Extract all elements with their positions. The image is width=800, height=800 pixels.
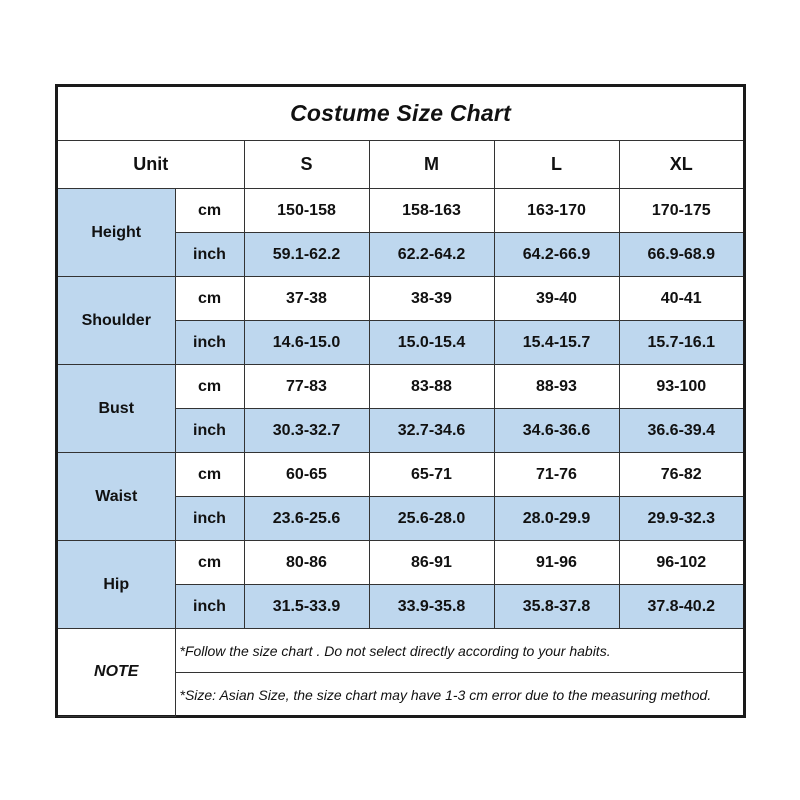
- note-label: NOTE: [58, 629, 175, 717]
- shoulder-cm-s-cell: 37-38: [244, 277, 369, 321]
- unit-label: inch: [175, 497, 244, 541]
- waist-cm-l-cell: 71-76: [494, 453, 619, 497]
- hip-inch-m-cell: 33.9-35.8: [369, 585, 494, 629]
- height-cm-row: [58, 189, 743, 233]
- bust-cm-s-cell: 77-83: [244, 365, 369, 409]
- hip-inch-s-cell: 31.5-33.9: [244, 585, 369, 629]
- unit-label: inch: [175, 321, 244, 365]
- chart-title: Costume Size Chart: [58, 87, 743, 141]
- unit-label: cm: [175, 365, 244, 409]
- shoulder-cm-l-cell: 39-40: [494, 277, 619, 321]
- note-text: *Follow the size chart . Do not select directly according to your habits.: [175, 629, 743, 673]
- size-header-m: M: [369, 141, 494, 189]
- waist-cm-row: [58, 453, 743, 497]
- bust-cm-xl-cell: 93-100: [619, 365, 743, 409]
- height-inch-xl-cell: 66.9-68.9: [619, 233, 743, 277]
- height-cm-s-cell: 150-158: [244, 189, 369, 233]
- waist-cm-m-cell: 65-71: [369, 453, 494, 497]
- height-cm-xl-cell: 170-175: [619, 189, 743, 233]
- size-chart: [55, 84, 746, 718]
- bust-cm-row: [58, 365, 743, 409]
- waist-cm-s-cell: 60-65: [244, 453, 369, 497]
- height-inch-m-cell: 62.2-64.2: [369, 233, 494, 277]
- unit-label: cm: [175, 453, 244, 497]
- unit-label: cm: [175, 541, 244, 585]
- shoulder-inch-l-cell: 15.4-15.7: [494, 321, 619, 365]
- measurement-label-bust: Bust: [58, 365, 175, 453]
- shoulder-inch-xl-cell: 15.7-16.1: [619, 321, 743, 365]
- height-inch-l-cell: 64.2-66.9: [494, 233, 619, 277]
- hip-cm-xl-cell: 96-102: [619, 541, 743, 585]
- hip-inch-l-cell: 35.8-37.8: [494, 585, 619, 629]
- hip-cm-s-cell: 80-86: [244, 541, 369, 585]
- height-cm-m-cell: 158-163: [369, 189, 494, 233]
- unit-label: cm: [175, 189, 244, 233]
- bust-cm-l-cell: 88-93: [494, 365, 619, 409]
- note-text: *Size: Asian Size, the size chart may have 1-3 cm error due to the measuring method.: [175, 673, 743, 717]
- note-row: [58, 629, 743, 673]
- measurement-label-shoulder: Shoulder: [58, 277, 175, 365]
- header-row: [58, 141, 743, 189]
- size-header-s: S: [244, 141, 369, 189]
- measurement-label-hip: Hip: [58, 541, 175, 629]
- bust-inch-m-cell: 32.7-34.6: [369, 409, 494, 453]
- unit-label: cm: [175, 277, 244, 321]
- bust-cm-m-cell: 83-88: [369, 365, 494, 409]
- bust-inch-xl-cell: 36.6-39.4: [619, 409, 743, 453]
- size-header-xl: XL: [619, 141, 743, 189]
- hip-cm-m-cell: 86-91: [369, 541, 494, 585]
- hip-inch-xl-cell: 37.8-40.2: [619, 585, 743, 629]
- measurement-label-waist: Waist: [58, 453, 175, 541]
- bust-inch-s-cell: 30.3-32.7: [244, 409, 369, 453]
- unit-label: inch: [175, 233, 244, 277]
- bust-inch-l-cell: 34.6-36.6: [494, 409, 619, 453]
- waist-inch-m-cell: 25.6-28.0: [369, 497, 494, 541]
- shoulder-inch-m-cell: 15.0-15.4: [369, 321, 494, 365]
- waist-cm-xl-cell: 76-82: [619, 453, 743, 497]
- waist-inch-s-cell: 23.6-25.6: [244, 497, 369, 541]
- height-inch-s-cell: 59.1-62.2: [244, 233, 369, 277]
- shoulder-cm-xl-cell: 40-41: [619, 277, 743, 321]
- waist-inch-xl-cell: 29.9-32.3: [619, 497, 743, 541]
- waist-inch-l-cell: 28.0-29.9: [494, 497, 619, 541]
- shoulder-inch-s-cell: 14.6-15.0: [244, 321, 369, 365]
- measurement-label-height: Height: [58, 189, 175, 277]
- unit-label: inch: [175, 585, 244, 629]
- unit-header: Unit: [58, 141, 244, 189]
- hip-cm-row: [58, 541, 743, 585]
- height-cm-l-cell: 163-170: [494, 189, 619, 233]
- shoulder-cm-m-cell: 38-39: [369, 277, 494, 321]
- size-header-l: L: [494, 141, 619, 189]
- hip-cm-l-cell: 91-96: [494, 541, 619, 585]
- size-chart-table: [58, 87, 743, 717]
- shoulder-cm-row: [58, 277, 743, 321]
- unit-label: inch: [175, 409, 244, 453]
